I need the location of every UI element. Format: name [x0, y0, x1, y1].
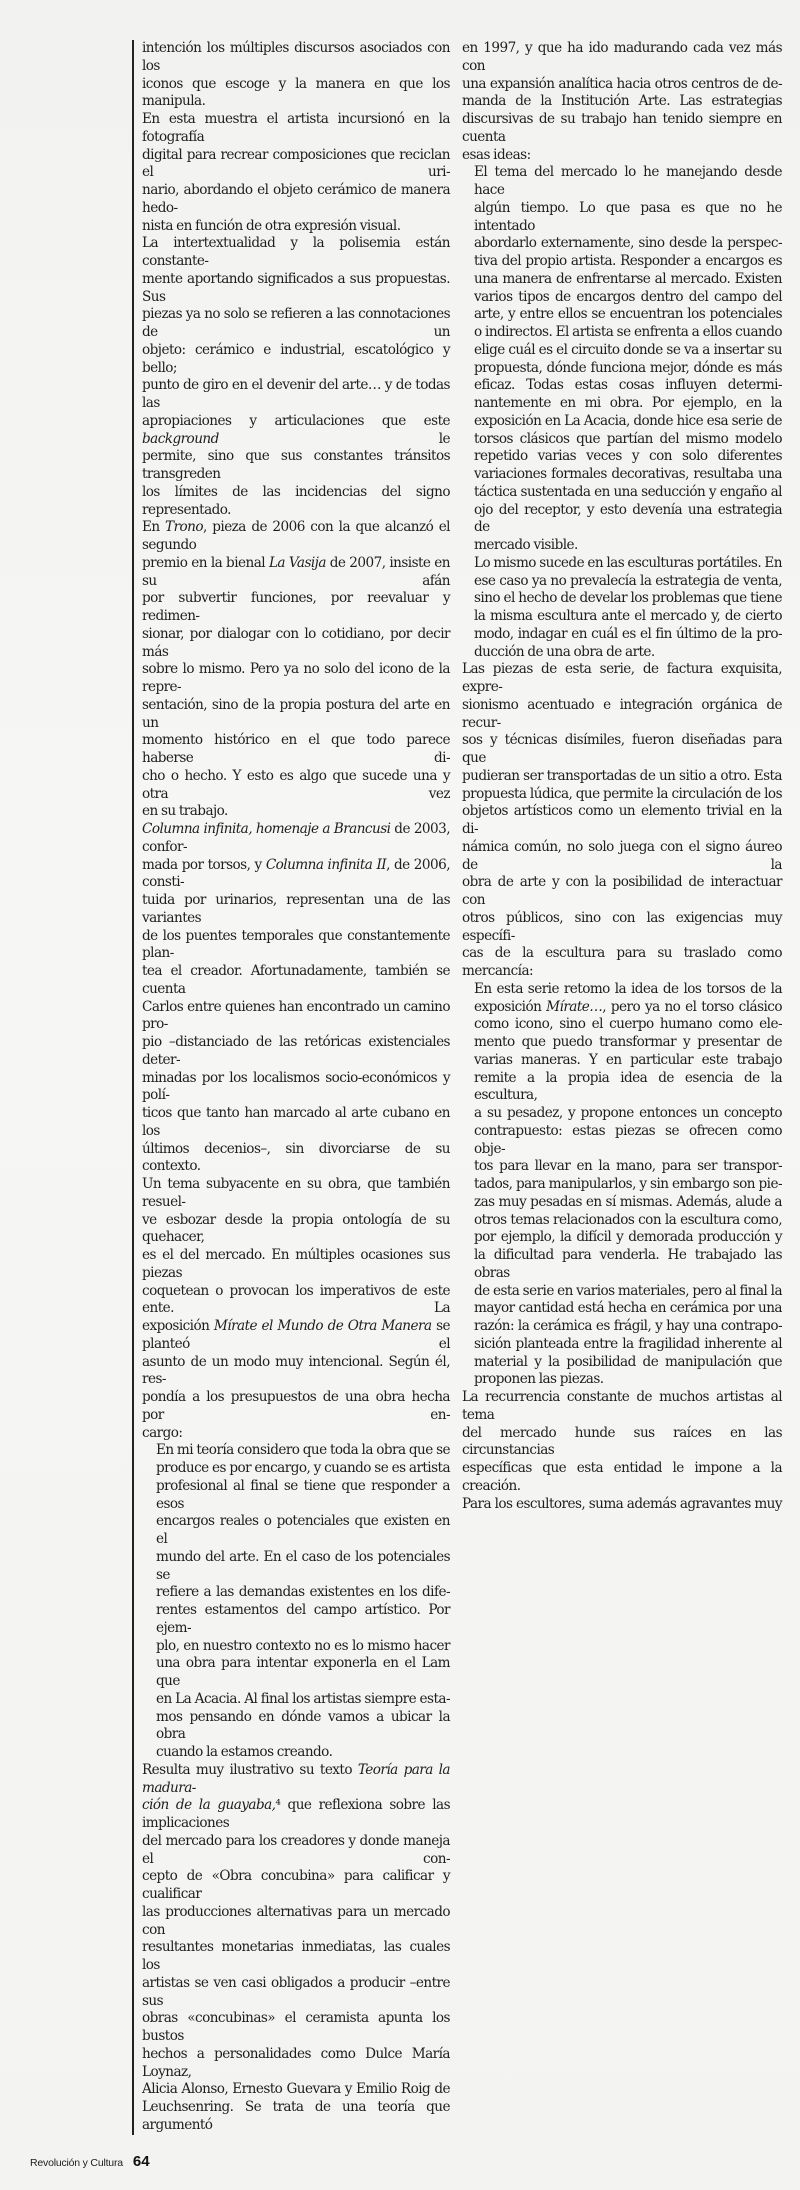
line-text: mento que puedo transformar y presentar de — [474, 1034, 782, 1050]
quote-line — [462, 1194, 782, 1212]
line-text: en 1997, y que ha ido madurando cada vez más con — [462, 40, 782, 74]
text-line — [462, 147, 782, 165]
quote-line — [462, 395, 782, 413]
quote-line — [462, 1123, 782, 1159]
line-text: mercado visible. — [474, 537, 578, 553]
line-text: nario, abordando el objeto cerámico de manera hedo- — [142, 182, 450, 216]
line-text-continued: le — [218, 430, 450, 447]
line-text: Para los escultores, suma además agravantes muy — [462, 1495, 782, 1512]
line-text: cepto de «Obra concubina» para calificar y cualificar — [142, 1868, 450, 1902]
line-text: zas muy pesadas en sí mismas. Además, alude a — [474, 1193, 782, 1210]
text-line — [462, 697, 782, 733]
quote-line — [142, 1655, 450, 1691]
line-text: la dificultad para venderla. He trabajado las obras — [474, 1247, 782, 1281]
text-line — [142, 999, 450, 1035]
line-text: tuida por urinarios, representan una de las variantes — [142, 892, 450, 926]
line-text: mente aportando significados a sus propuestas. Sus — [142, 270, 450, 305]
quote-line — [142, 1638, 450, 1656]
line-text: los límites de las incidencias del signo representado. — [142, 483, 450, 518]
text-line — [142, 2081, 450, 2099]
line-text-continued: de 2007, insiste en su afán — [142, 554, 450, 589]
line-text-continued: de 2003, confor- — [142, 821, 450, 855]
text-line — [142, 555, 450, 591]
text-line — [142, 1034, 450, 1070]
line-text: discursivas de su trabajo han tenido siempre en cuenta — [462, 111, 782, 145]
italic-title: Mírate… — [546, 998, 603, 1015]
line-text-continued: , pero ya no el torso clásico — [602, 998, 782, 1015]
line-text: razón: la cerámica es frágil, y hay una contrapo- — [474, 1318, 782, 1334]
line-text: en su trabajo. — [142, 803, 228, 820]
line-text: coquetean o provocan los imperativos de este ente. La — [142, 1282, 450, 1317]
quote-line — [462, 306, 782, 324]
line-text: nista en función de otra expresión visual. — [142, 217, 401, 234]
line-text: piezas ya no solo se refieren a las connotaciones de un — [142, 306, 450, 340]
text-line — [462, 1460, 782, 1496]
text-line — [462, 732, 782, 768]
page-number: 64 — [132, 2152, 150, 2170]
quote-line — [462, 1229, 782, 1247]
quote-line — [462, 1016, 782, 1034]
text-line — [142, 697, 450, 733]
text-line — [142, 1318, 450, 1354]
line-text: tados, para manipularlos, y sin embargo son pie- — [474, 1176, 782, 1192]
line-text: por subvertir funciones, por reevaluar y redimen- — [142, 590, 450, 624]
quote-line — [462, 360, 782, 378]
text-line — [462, 661, 782, 697]
quote-line — [462, 484, 782, 502]
italic-title: La Vasija — [268, 554, 326, 571]
text-line — [142, 519, 450, 555]
quote-line — [462, 164, 782, 200]
text-line — [142, 2099, 450, 2135]
quote-line — [142, 1513, 450, 1549]
quote-line — [462, 253, 782, 271]
line-text-continued: , pieza de 2006 con la que alcanzó el segundo — [142, 519, 450, 553]
line-text: repetido varias veces y con solo diferentes — [474, 448, 782, 465]
italic-title: ción de la guayaba, — [142, 1797, 276, 1814]
quote-line — [462, 289, 782, 307]
line-text: námica común, no solo juega con el signo áureo de la — [462, 838, 782, 873]
quote-line — [142, 1442, 450, 1460]
line-text: sentación, sino de la propia postura del arte en un — [142, 696, 450, 731]
line-text: variaciones formales decorativas, resultaba una — [474, 466, 782, 482]
quote-line — [462, 1212, 782, 1230]
quote-line — [462, 448, 782, 466]
quote-line — [462, 626, 782, 644]
quote-line — [462, 342, 782, 360]
text-line — [142, 1247, 450, 1283]
line-text: asunto de un modo muy intencional. Según él, res- — [142, 1353, 450, 1388]
line-text: exposición — [474, 998, 547, 1015]
line-text: pio –distanciado de las retóricas existenciales deter- — [142, 1034, 450, 1068]
text-line — [462, 945, 782, 981]
line-text: El tema del mercado lo he manejando desde hace — [474, 164, 782, 198]
quote-line — [462, 431, 782, 449]
text-line — [142, 821, 450, 857]
quote-line — [462, 608, 782, 626]
line-text: La recurrencia constante de muchos artistas al tema — [462, 1389, 782, 1423]
text-line — [142, 1141, 450, 1177]
line-text: pudieran ser transportadas de un sitio a otro. Esta — [462, 767, 782, 784]
line-text: o indirectos. El artista se enfrenta a ellos cuando — [474, 324, 782, 340]
text-line — [142, 271, 450, 307]
italic-title: Trono — [165, 519, 203, 536]
text-line — [142, 40, 450, 76]
text-line — [142, 803, 450, 821]
line-text: sos y técnicas disímiles, fueron diseñadas para que — [462, 732, 782, 766]
text-line — [142, 1797, 450, 1833]
text-line — [462, 1389, 782, 1425]
text-line — [142, 590, 450, 626]
line-text: exposición en La Acacia, donde hice esa serie de — [474, 412, 782, 429]
text-line — [142, 413, 450, 449]
quote-line — [462, 537, 782, 555]
line-text: torsos clásicos que partían del mismo modelo — [474, 430, 782, 447]
text-columns — [132, 40, 784, 2135]
line-text: manda de la Institución Arte. Las estrategias — [462, 93, 782, 110]
line-text: cuando la estamos creando. — [156, 1744, 333, 1760]
line-text: otros temas relacionados con la escultura como, — [474, 1211, 782, 1228]
text-line — [142, 1939, 450, 1975]
line-text: sición planteada entre la fragilidad inherente al — [474, 1335, 782, 1352]
left-column — [132, 40, 456, 2135]
text-line — [462, 111, 782, 147]
line-text: produce es por encargo, y cuando se es artista — [156, 1460, 450, 1476]
line-text: eficaz. Todas estas cosas influyen determi- — [474, 377, 782, 394]
line-text: ese caso ya no prevalecía la estrategia de venta, — [474, 572, 782, 589]
line-text: en La Acacia. Al final los artistas siempre esta- — [156, 1690, 450, 1707]
line-text: En mi teoría considero que toda la obra que se — [156, 1442, 450, 1459]
quote-line — [462, 466, 782, 484]
quote-line — [142, 1744, 450, 1762]
line-text: Un tema subyacente en su obra, que también resuel- — [142, 1176, 450, 1210]
quote-line — [462, 1247, 782, 1283]
line-text: Lo mismo sucede en las esculturas portátiles. En — [474, 554, 782, 571]
quote-line — [462, 1158, 782, 1176]
line-text: obra de arte y con la posibilidad de interactuar con — [462, 874, 782, 908]
text-line — [142, 111, 450, 147]
line-text: elige cuál es el circuito donde se va a insertar su — [474, 341, 782, 358]
right-column — [456, 40, 784, 1513]
line-text: una obra para intentar exponerla en el Lam que — [156, 1655, 450, 1689]
quote-line — [462, 1176, 782, 1194]
text-line — [142, 377, 450, 413]
line-text: En esta serie retomo la idea de los torsos de la — [474, 980, 782, 997]
line-text: hechos a personalidades como Dulce María Loynaz, — [142, 2045, 450, 2080]
quote-line — [462, 999, 782, 1017]
line-text: una expansión analítica hacia otros centros de de- — [462, 75, 782, 92]
quote-line — [462, 555, 782, 573]
text-line — [142, 147, 450, 183]
quote-line — [462, 1354, 782, 1372]
line-text: tea el creador. Afortunadamente, también se cuenta — [142, 963, 450, 997]
line-text: material y la posibilidad de manipulación que — [474, 1353, 782, 1370]
text-line — [462, 768, 782, 786]
text-line — [462, 839, 782, 875]
line-text: mada por torsos, y — [142, 856, 266, 873]
line-text: exposición — [142, 1318, 214, 1334]
line-text: tos para llevar en la mano, para ser transpor- — [474, 1158, 782, 1175]
text-line — [142, 2046, 450, 2082]
line-text: nantemente en mi obra. Por ejemplo, en la — [474, 395, 782, 411]
line-text: remite a la propia idea de esencia de la escultura, — [474, 1069, 782, 1104]
line-text: las producciones alternativas para un mercado con — [142, 1903, 450, 1938]
line-text: modo, indagar en cuál es el fin último de la pro- — [474, 625, 782, 642]
line-text: obras «concubinas» el ceramista apunta los bustos — [142, 2010, 450, 2044]
quote-line — [462, 324, 782, 342]
quote-line — [462, 590, 782, 608]
line-text: minadas por los localismos socio-económicos y polí- — [142, 1069, 450, 1104]
text-line — [142, 1354, 450, 1390]
line-text: por ejemplo, la difícil y demorada producción y — [474, 1229, 782, 1246]
line-text: encargos reales o potenciales que existen en el — [156, 1513, 450, 1547]
line-text: ojo del receptor, y esto devenía una estrategia de — [474, 501, 782, 536]
magazine-name: Revolución y Cultura — [30, 2156, 123, 2169]
line-text: otros públicos, sino con las exigencias muy específi- — [462, 909, 782, 944]
text-line — [142, 1212, 450, 1248]
quote-line — [462, 1336, 782, 1354]
line-text: mundo del arte. En el caso de los potenciales se — [156, 1548, 450, 1583]
text-line — [462, 910, 782, 946]
text-line — [462, 874, 782, 910]
line-text: sino el hecho de develar los problemas que tiene — [474, 590, 782, 607]
line-text: cargo: — [142, 1424, 183, 1441]
quote-line — [462, 235, 782, 253]
line-text: resultantes monetarias inmediatas, las cuales los — [142, 1939, 450, 1973]
line-text: táctica sustentada en una seducción y engaño al — [474, 483, 782, 500]
text-line — [142, 661, 450, 697]
line-text: mayor cantidad está hecha en cerámica por una — [474, 1300, 782, 1317]
line-text: esas ideas: — [462, 146, 531, 163]
text-line — [142, 892, 450, 928]
text-line — [142, 1389, 450, 1425]
line-text: En — [142, 519, 166, 536]
line-text: sionar, por dialogar con lo cotidiano, por decir más — [142, 625, 450, 660]
quote-line — [462, 271, 782, 289]
line-text: la misma escultura ante el mercado y, de cierto — [474, 608, 782, 624]
text-line — [462, 40, 782, 76]
line-text: últimos decenios–, sin divorciarse de su contexto. — [142, 1140, 450, 1175]
page-footer — [30, 2153, 800, 2190]
italic-title: Columna infinita, homenaje a Brancusi — [142, 821, 391, 837]
line-text: punto de giro en el devenir del arte… y de todas las — [142, 377, 450, 411]
line-text: mos pensando en dónde vamos a ubicar la obra — [156, 1708, 450, 1743]
text-line — [142, 768, 450, 804]
line-text: momento histórico en el que todo parece haberse di- — [142, 732, 450, 766]
text-line — [142, 626, 450, 662]
text-line — [142, 448, 450, 484]
text-line — [142, 182, 450, 218]
line-text: ducción de una obra de arte. — [474, 643, 655, 660]
line-text: sobre lo mismo. Pero ya no solo del icono de la repre- — [142, 661, 450, 695]
quote-line — [142, 1460, 450, 1478]
line-text: Carlos entre quienes han encontrado un camino pro- — [142, 998, 450, 1033]
line-text: objetos artísticos como un elemento trivial en la di- — [462, 803, 782, 837]
text-line — [142, 1105, 450, 1141]
italic-title: Mírate el Mundo de Otra Manera — [213, 1318, 432, 1334]
line-text: Leuchsenring. Se trata de una teoría que argumentó — [142, 2099, 450, 2133]
line-text: ticos que tanto han marcado al arte cubano en los — [142, 1105, 450, 1139]
line-text: cas de la escultura para su traslado como mercancía: — [462, 945, 782, 979]
text-line — [142, 732, 450, 768]
text-line — [462, 76, 782, 94]
quote-line — [462, 1283, 782, 1301]
quote-line — [142, 1602, 450, 1638]
text-line — [142, 928, 450, 964]
line-text: del mercado para los creadores y donde maneja el con- — [142, 1832, 450, 1867]
quote-line — [462, 1300, 782, 1318]
quote-line — [462, 1318, 782, 1336]
quote-line — [462, 1034, 782, 1052]
line-text: proponen las piezas. — [474, 1371, 604, 1388]
text-line — [142, 1975, 450, 2011]
line-text: varios tipos de encargos dentro del campo del — [474, 288, 782, 305]
line-text: Resulta muy ilustrativo su texto — [142, 1761, 358, 1778]
line-text: abordarlo externamente, sino desde la perspec- — [474, 235, 782, 252]
text-line — [462, 93, 782, 111]
text-line — [142, 1833, 450, 1869]
quote-line — [462, 1371, 782, 1389]
line-text: pondía a los presupuestos de una obra hecha por en- — [142, 1389, 450, 1423]
quote-line — [462, 1105, 782, 1123]
text-line — [142, 1283, 450, 1319]
line-text: Las piezas de esta serie, de factura exquisita, expre- — [462, 661, 782, 695]
quote-line — [462, 981, 782, 999]
line-text: de los puentes temporales que constantemente plan- — [142, 927, 450, 962]
quote-line — [462, 413, 782, 431]
quote-line — [462, 377, 782, 395]
quote-line — [462, 644, 782, 662]
text-line — [142, 484, 450, 520]
line-text: objeto: cerámico e industrial, escatológico y bello; — [142, 341, 450, 376]
line-text: como icono, sino el cuerpo humano como ele- — [474, 1016, 782, 1033]
line-text: Alicia Alonso, Ernesto Guevara y Emilio Roig de — [142, 2081, 450, 2098]
text-line — [142, 306, 450, 342]
line-text: contrapuesto: estas piezas se ofrecen como obje- — [474, 1122, 782, 1157]
line-text: ve esbozar desde la propia ontología de su quehacer, — [142, 1211, 450, 1246]
line-text: de esta serie en varios materiales, pero al final la — [474, 1282, 782, 1299]
quote-line — [462, 1052, 782, 1070]
text-line — [462, 1496, 782, 1514]
line-text: En esta muestra el artista incursionó en la fotografía — [142, 111, 450, 145]
text-line — [142, 1425, 450, 1443]
line-text: rentes estamentos del campo artístico. Por ejem- — [156, 1602, 450, 1636]
quote-line — [462, 200, 782, 236]
line-text: artistas se ven casi obligados a producir –entre sus — [142, 1974, 450, 2009]
line-text: permite, sino que sus constantes tránsitos transgreden — [142, 448, 450, 482]
text-line — [142, 218, 450, 236]
text-line — [142, 2010, 450, 2046]
text-line — [462, 1425, 782, 1461]
line-text: digital para recrear composiciones que reciclan el uri- — [142, 146, 450, 181]
line-text: varias maneras. Y en particular este trabajo — [474, 1051, 782, 1068]
line-text: sionismo acentuado e integración orgánica de recur- — [462, 696, 782, 731]
quote-line — [142, 1549, 450, 1585]
text-line — [142, 857, 450, 893]
text-line — [142, 235, 450, 271]
line-text: algún tiempo. Lo que pasa es que no he intentado — [474, 199, 782, 234]
line-text: profesional al final se tiene que responder a esos — [156, 1477, 450, 1512]
quote-line — [142, 1691, 450, 1709]
line-text: a su pesadez, y propone entonces un concepto — [474, 1105, 782, 1121]
line-text: apropiaciones y articulaciones que este — [142, 412, 450, 429]
quote-line — [142, 1709, 450, 1745]
line-text-continued: , de 2006, consti- — [142, 856, 450, 891]
line-text: refiere a las demandas existentes en los dife- — [156, 1584, 450, 1601]
line-text-continued: se planteó el — [142, 1318, 450, 1352]
quote-line — [142, 1478, 450, 1514]
line-text: intención los múltiples discursos asociados con los — [142, 40, 450, 74]
text-line — [142, 1176, 450, 1212]
line-text: del mercado hunde sus raíces en las circunstancias — [462, 1424, 782, 1459]
line-text: propuesta lúdica, que permite la circulación de los — [462, 785, 782, 802]
text-line — [142, 963, 450, 999]
line-text: plo, en nuestro contexto no es lo mismo hacer — [156, 1637, 450, 1654]
text-line — [462, 786, 782, 804]
text-line — [142, 76, 450, 112]
italic-title: background — [142, 430, 219, 447]
text-line — [142, 1904, 450, 1940]
line-text: arte, y entre ellos se encuentran los potenciales — [474, 306, 782, 323]
line-text-continued: ⁴ que reflexiona sobre las implicaciones — [142, 1797, 450, 1831]
italic-title: Teoría para la madura- — [142, 1761, 450, 1796]
line-text: iconos que escoge y la manera en que los manipula. — [142, 75, 450, 110]
italic-title: Columna infinita II — [265, 856, 387, 873]
text-line — [142, 1868, 450, 1904]
line-text: cho o hecho. Y esto es algo que sucede una y otra vez — [142, 767, 450, 802]
quote-line — [462, 502, 782, 538]
line-text: una manera de enfrentarse al mercado. Existen — [474, 270, 782, 287]
line-text: La intertextualidad y la polisemia están constante- — [142, 235, 450, 269]
line-text: es el del mercado. En múltiples ocasiones sus piezas — [142, 1247, 450, 1281]
quote-line — [142, 1584, 450, 1602]
text-line — [462, 803, 782, 839]
text-line — [142, 342, 450, 378]
line-text: premio en la bienal — [142, 554, 269, 571]
line-text: propuesta, dónde funciona mejor, dónde es más — [474, 359, 782, 376]
quote-line — [462, 573, 782, 591]
line-text: tiva del propio artista. Responder a encargos es — [474, 253, 782, 269]
text-line — [142, 1762, 450, 1798]
line-text: específicas que esta entidad le impone a la creación. — [462, 1460, 782, 1494]
